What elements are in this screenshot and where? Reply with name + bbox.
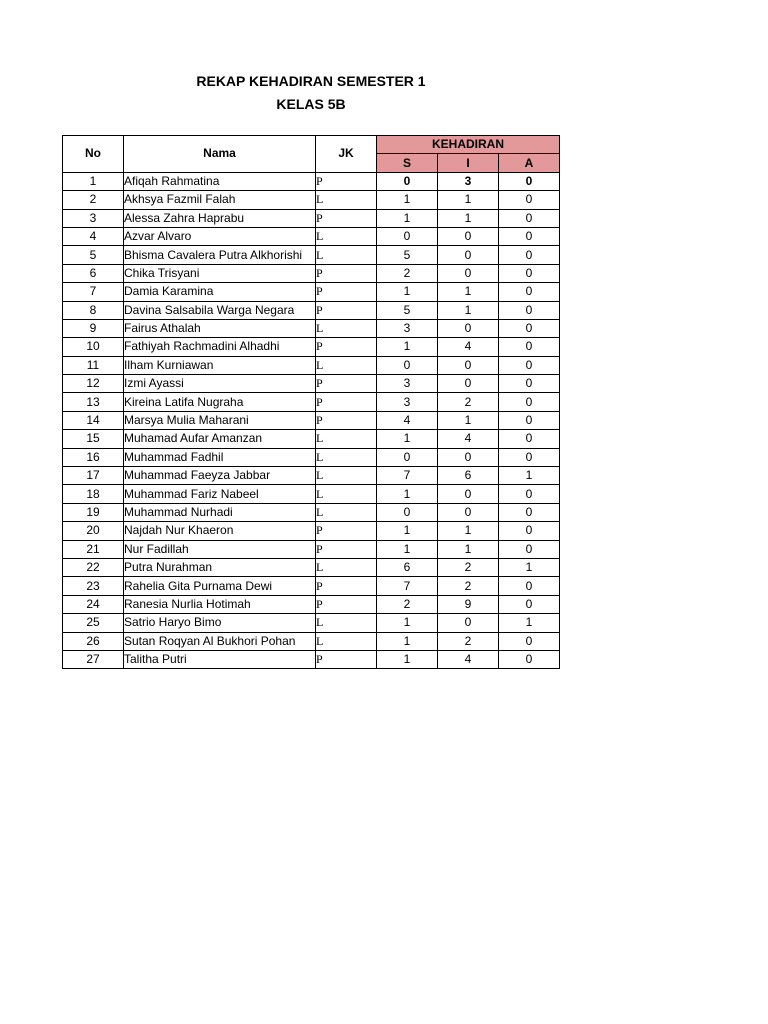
row-no: 7	[63, 283, 124, 301]
row-jk: P	[316, 595, 377, 613]
row-nama: Izmi Ayassi	[124, 375, 316, 393]
row-s: 0	[377, 227, 438, 245]
row-i: 1	[438, 411, 499, 429]
table-row	[63, 632, 560, 650]
row-no: 21	[63, 540, 124, 558]
row-i: 1	[438, 209, 499, 227]
row-jk: L	[316, 356, 377, 374]
row-no: 8	[63, 301, 124, 319]
row-jk: L	[316, 227, 377, 245]
table-row	[63, 227, 560, 245]
header-kehadiran: KEHADIRAN	[377, 136, 560, 154]
table-row	[63, 264, 560, 282]
row-no: 2	[63, 191, 124, 209]
table-row	[63, 558, 560, 576]
row-jk: P	[316, 209, 377, 227]
table-row	[63, 614, 560, 632]
row-no: 25	[63, 614, 124, 632]
row-a: 0	[499, 448, 560, 466]
row-jk: P	[316, 301, 377, 319]
row-i: 1	[438, 522, 499, 540]
row-a: 0	[499, 356, 560, 374]
table-body	[63, 172, 560, 669]
row-a: 0	[499, 264, 560, 282]
header-s: S	[377, 154, 438, 172]
class-title: KELAS 5B	[276, 96, 346, 112]
row-jk: L	[316, 191, 377, 209]
row-nama: Sutan Roqyan Al Bukhori Pohan	[124, 632, 316, 650]
row-i: 1	[438, 283, 499, 301]
row-no: 20	[63, 522, 124, 540]
row-no: 1	[63, 172, 124, 190]
table-row	[63, 191, 560, 209]
table-row	[63, 577, 560, 595]
row-jk: P	[316, 172, 377, 190]
row-jk: P	[316, 375, 377, 393]
row-a: 0	[499, 319, 560, 337]
row-no: 17	[63, 467, 124, 485]
table-row	[63, 650, 560, 668]
row-s: 7	[377, 577, 438, 595]
row-jk: P	[316, 650, 377, 668]
row-s: 2	[377, 595, 438, 613]
row-nama: Bhisma Cavalera Putra Alkhorishi	[124, 246, 316, 264]
table-row	[63, 172, 560, 190]
table-row	[63, 393, 560, 411]
row-a: 0	[499, 338, 560, 356]
row-i: 0	[438, 319, 499, 337]
header-jk: JK	[316, 136, 377, 173]
row-nama: Alessa Zahra Haprabu	[124, 209, 316, 227]
row-jk: P	[316, 264, 377, 282]
row-no: 23	[63, 577, 124, 595]
row-s: 1	[377, 430, 438, 448]
row-s: 1	[377, 338, 438, 356]
table-row	[63, 522, 560, 540]
row-i: 1	[438, 191, 499, 209]
row-s: 1	[377, 485, 438, 503]
row-jk: P	[316, 411, 377, 429]
row-s: 1	[377, 650, 438, 668]
row-s: 1	[377, 283, 438, 301]
row-a: 0	[499, 595, 560, 613]
row-a: 0	[499, 632, 560, 650]
row-no: 26	[63, 632, 124, 650]
row-i: 1	[438, 301, 499, 319]
row-s: 1	[377, 540, 438, 558]
row-s: 3	[377, 375, 438, 393]
row-i: 0	[438, 448, 499, 466]
row-s: 3	[377, 319, 438, 337]
table-row	[63, 411, 560, 429]
table-row	[63, 209, 560, 227]
row-i: 4	[438, 338, 499, 356]
row-s: 0	[377, 172, 438, 190]
row-nama: Akhsya Fazmil Falah	[124, 191, 316, 209]
row-s: 1	[377, 614, 438, 632]
table-row	[63, 595, 560, 613]
row-s: 4	[377, 411, 438, 429]
row-i: 0	[438, 503, 499, 521]
row-a: 0	[499, 246, 560, 264]
row-jk: L	[316, 246, 377, 264]
table-row	[63, 375, 560, 393]
row-a: 1	[499, 467, 560, 485]
row-no: 3	[63, 209, 124, 227]
row-no: 5	[63, 246, 124, 264]
row-i: 2	[438, 558, 499, 576]
table-row	[63, 540, 560, 558]
row-nama: Talitha Putri	[124, 650, 316, 668]
row-s: 3	[377, 393, 438, 411]
row-jk: P	[316, 338, 377, 356]
row-a: 0	[499, 191, 560, 209]
row-s: 5	[377, 246, 438, 264]
row-jk: P	[316, 393, 377, 411]
row-no: 22	[63, 558, 124, 576]
row-i: 0	[438, 614, 499, 632]
row-jk: L	[316, 485, 377, 503]
row-a: 0	[499, 411, 560, 429]
table-row	[63, 338, 560, 356]
row-nama: Rahelia Gita Purnama Dewi	[124, 577, 316, 595]
row-nama: Ranesia Nurlia Hotimah	[124, 595, 316, 613]
row-nama: Marsya Mulia Maharani	[124, 411, 316, 429]
row-jk: P	[316, 283, 377, 301]
row-i: 6	[438, 467, 499, 485]
row-no: 4	[63, 227, 124, 245]
header-no: No	[63, 136, 124, 173]
attendance-table	[62, 135, 560, 669]
table-row	[63, 485, 560, 503]
row-no: 19	[63, 503, 124, 521]
row-a: 0	[499, 650, 560, 668]
row-nama: Azvar Alvaro	[124, 227, 316, 245]
row-a: 0	[499, 577, 560, 595]
row-nama: Muhamad Aufar Amanzan	[124, 430, 316, 448]
row-no: 15	[63, 430, 124, 448]
row-a: 0	[499, 485, 560, 503]
row-a: 0	[499, 522, 560, 540]
table-row	[63, 503, 560, 521]
row-i: 2	[438, 632, 499, 650]
report-title: REKAP KEHADIRAN SEMESTER 1	[196, 73, 426, 89]
row-s: 5	[377, 301, 438, 319]
row-i: 4	[438, 650, 499, 668]
row-i: 0	[438, 375, 499, 393]
row-a: 0	[499, 503, 560, 521]
row-s: 0	[377, 503, 438, 521]
row-no: 9	[63, 319, 124, 337]
row-i: 0	[438, 485, 499, 503]
row-i: 2	[438, 577, 499, 595]
row-s: 1	[377, 191, 438, 209]
row-no: 18	[63, 485, 124, 503]
header-nama: Nama	[124, 136, 316, 173]
row-jk: L	[316, 448, 377, 466]
row-i: 4	[438, 430, 499, 448]
row-s: 1	[377, 632, 438, 650]
row-nama: Kireina Latifa Nugraha	[124, 393, 316, 411]
row-i: 2	[438, 393, 499, 411]
header-i: I	[438, 154, 499, 172]
row-a: 0	[499, 540, 560, 558]
row-a: 1	[499, 614, 560, 632]
row-i: 9	[438, 595, 499, 613]
row-a: 0	[499, 209, 560, 227]
row-a: 0	[499, 301, 560, 319]
row-s: 1	[377, 209, 438, 227]
row-nama: Chika Trisyani	[124, 264, 316, 282]
row-i: 0	[438, 356, 499, 374]
row-no: 6	[63, 264, 124, 282]
table-row	[63, 283, 560, 301]
row-jk: P	[316, 540, 377, 558]
row-no: 11	[63, 356, 124, 374]
row-s: 1	[377, 522, 438, 540]
row-no: 16	[63, 448, 124, 466]
row-no: 27	[63, 650, 124, 668]
row-nama: Muhammad Nurhadi	[124, 503, 316, 521]
row-jk: L	[316, 467, 377, 485]
row-s: 0	[377, 356, 438, 374]
table-row	[63, 448, 560, 466]
row-nama: Putra Nurahman	[124, 558, 316, 576]
row-s: 0	[377, 448, 438, 466]
row-jk: L	[316, 319, 377, 337]
row-a: 0	[499, 375, 560, 393]
table-row	[63, 430, 560, 448]
row-a: 0	[499, 283, 560, 301]
row-no: 12	[63, 375, 124, 393]
row-nama: Satrio Haryo Bimo	[124, 614, 316, 632]
row-no: 24	[63, 595, 124, 613]
row-nama: Damia Karamina	[124, 283, 316, 301]
row-a: 0	[499, 172, 560, 190]
row-i: 0	[438, 246, 499, 264]
row-i: 0	[438, 264, 499, 282]
row-nama: Ilham Kurniawan	[124, 356, 316, 374]
row-a: 0	[499, 430, 560, 448]
row-jk: L	[316, 632, 377, 650]
row-a: 0	[499, 227, 560, 245]
row-no: 13	[63, 393, 124, 411]
row-jk: L	[316, 430, 377, 448]
row-a: 1	[499, 558, 560, 576]
row-i: 0	[438, 227, 499, 245]
row-s: 2	[377, 264, 438, 282]
row-nama: Najdah Nur Khaeron	[124, 522, 316, 540]
table-row	[63, 467, 560, 485]
row-nama: Nur Fadillah	[124, 540, 316, 558]
row-nama: Muhammad Fariz Nabeel	[124, 485, 316, 503]
row-no: 10	[63, 338, 124, 356]
row-i: 1	[438, 540, 499, 558]
table-row	[63, 246, 560, 264]
row-nama: Muhammad Fadhil	[124, 448, 316, 466]
row-s: 6	[377, 558, 438, 576]
row-a: 0	[499, 393, 560, 411]
row-nama: Davina Salsabila Warga Negara	[124, 301, 316, 319]
row-i: 3	[438, 172, 499, 190]
row-nama: Muhammad Faeyza Jabbar	[124, 467, 316, 485]
row-nama: Fathiyah Rachmadini Alhadhi	[124, 338, 316, 356]
table-row	[63, 301, 560, 319]
table-row	[63, 356, 560, 374]
row-jk: L	[316, 558, 377, 576]
row-nama: Fairus Athalah	[124, 319, 316, 337]
row-jk: P	[316, 522, 377, 540]
table-row	[63, 319, 560, 337]
row-nama: Afiqah Rahmatina	[124, 172, 316, 190]
row-no: 14	[63, 411, 124, 429]
row-jk: P	[316, 577, 377, 595]
row-jk: L	[316, 503, 377, 521]
header-a: A	[499, 154, 560, 172]
row-s: 7	[377, 467, 438, 485]
row-jk: L	[316, 614, 377, 632]
